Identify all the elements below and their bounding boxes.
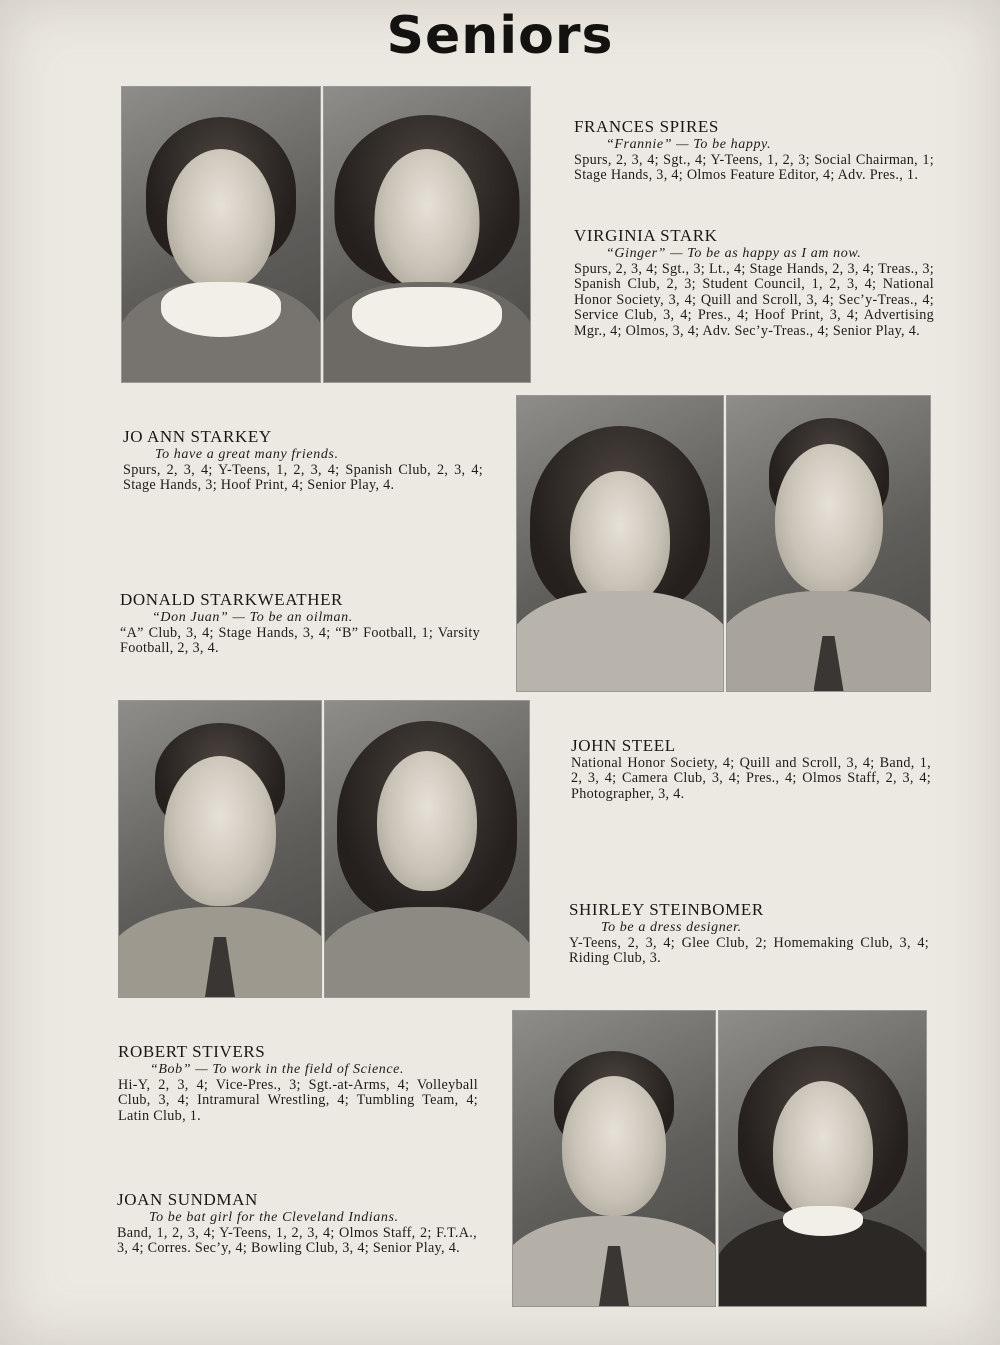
entry-john-steel — [571, 736, 931, 802]
student-activities: Hi-Y, 2, 3, 4; Vice-Pres., 3; Sgt.-at-Arms, 4; Volleyball Club, 3, 4; Intramural Wrestling, 4; Tumbling Team, 4; Latin Club, 1. — [118, 1077, 478, 1124]
student-name: JO ANN STARKEY — [123, 427, 272, 446]
student-motto: “Bob” — To work in the field of Science. — [150, 1062, 405, 1077]
student-name: FRANCES SPIRES — [574, 117, 719, 136]
portrait-shirley-steinbomer — [325, 701, 529, 997]
student-activities: National Honor Society, 4; Quill and Scroll, 3, 4; Band, 1, 2, 3, 4; Camera Club, 3, 4; Pres., 4; Olmos Staff, 2, 3, 4; Photographer, 3, 4. — [571, 755, 931, 802]
portrait-joan-sundman — [719, 1011, 926, 1306]
student-motto: “Don Juan” — To be an oilman. — [152, 610, 353, 625]
student-motto: “Ginger” — To be as happy as I am now. — [606, 246, 862, 261]
entry-jo-ann-starkey — [123, 427, 483, 494]
student-activities: Spurs, 2, 3, 4; Sgt., 4; Y-Teens, 1, 2, 3; Social Chairman, 1; Stage Hands, 3, 4; Olmos Feature Editor, 4; Adv. Pres., 1. — [574, 152, 934, 184]
entry-shirley-steinbomer — [569, 900, 929, 967]
entry-donald-starkweather — [120, 590, 480, 657]
photo-pair-starkey-starkweather — [517, 396, 930, 691]
portrait-john-steel — [119, 701, 321, 997]
photo-pair-steel-steinbomer — [119, 701, 529, 997]
student-motto: “Frannie” — To be happy. — [606, 137, 772, 152]
student-name: JOHN STEEL — [571, 736, 676, 755]
student-activities: Spurs, 2, 3, 4; Y-Teens, 1, 2, 3, 4; Spanish Club, 2, 3, 4; Stage Hands, 3; Hoof Print, 4; Senior Play, 4. — [123, 462, 483, 494]
student-name: SHIRLEY STEINBOMER — [569, 900, 764, 919]
student-motto: To be a dress designer. — [601, 920, 742, 935]
student-activities: “A” Club, 3, 4; Stage Hands, 3, 4; “B” Football, 1; Varsity Football, 2, 3, 4. — [120, 625, 480, 657]
entry-robert-stivers — [118, 1042, 478, 1124]
student-name: VIRGINIA STARK — [574, 226, 718, 245]
portrait-frances-spires — [122, 87, 320, 382]
photo-pair-spires-stark — [122, 87, 530, 382]
entry-frances-spires — [574, 117, 934, 184]
student-motto: To be bat girl for the Cleveland Indians. — [149, 1210, 399, 1225]
entry-virginia-stark — [574, 226, 934, 339]
portrait-donald-starkweather — [727, 396, 930, 691]
student-name: ROBERT STIVERS — [118, 1042, 266, 1061]
student-activities: Spurs, 2, 3, 4; Sgt., 3; Lt., 4; Stage Hands, 2, 3, 4; Treas., 3; Spanish Club, 2, 3; Student Council, 1, 2, 3, 4; National Honor Society, 3, 4; Quill and Scroll, 3, 4; Sec’y-Treas., 4; Service Club, 3, 4; Pres., 4; Hoof Print, 3, 4; Advertising Mgr., 4; Olmos, 3, 4; Adv. Sec’y-Treas., 4; Senior Play, 4. — [574, 261, 934, 339]
portrait-virginia-stark — [324, 87, 530, 382]
entry-joan-sundman — [117, 1190, 477, 1257]
student-name: JOAN SUNDMAN — [117, 1190, 258, 1209]
photo-pair-stivers-sundman — [513, 1011, 926, 1306]
student-activities: Y-Teens, 2, 3, 4; Glee Club, 2; Homemaking Club, 3, 4; Riding Club, 3. — [569, 935, 929, 967]
student-activities: Band, 1, 2, 3, 4; Y-Teens, 1, 2, 3, 4; Olmos Staff, 2; F.T.A., 3, 4; Corres. Sec’y, 4; Bowling Club, 3, 4; Senior Play, 4. — [117, 1225, 477, 1257]
page-title: Seniors — [386, 6, 614, 66]
portrait-jo-ann-starkey — [517, 396, 723, 691]
student-name: DONALD STARKWEATHER — [120, 590, 343, 609]
portrait-robert-stivers — [513, 1011, 715, 1306]
student-motto: To have a great many friends. — [155, 447, 339, 462]
